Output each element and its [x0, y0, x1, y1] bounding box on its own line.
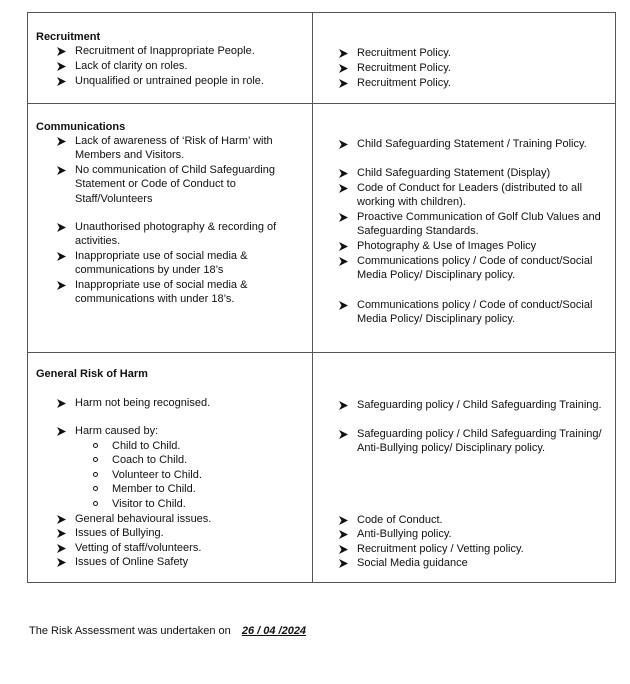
arrowhead-bullet-icon: [339, 76, 348, 88]
assessment-date-line: [29, 624, 312, 638]
list-item: Recruitment policy / Vetting policy.: [339, 542, 609, 556]
assessment-date-value: 26 / 04 /2024: [241, 625, 307, 637]
arrowhead-bullet-icon: [57, 59, 66, 71]
communications-row: [28, 104, 615, 353]
arrowhead-bullet-icon: [57, 220, 66, 232]
list-item: No communication of Child Safeguarding Statement or Code of Conduct to Staff/Volunteers: [57, 163, 302, 206]
arrowhead-bullet-icon: [57, 555, 66, 567]
sub-list-item: Child to Child.: [93, 439, 293, 453]
arrowhead-bullet-icon: [57, 44, 66, 56]
recruitment-risks-cell: [28, 13, 312, 103]
list-item: Inappropriate use of social media & communications by under 18’s: [57, 249, 302, 278]
circle-bullet-icon: [93, 486, 98, 491]
list-item: Photography & Use of Images Policy: [339, 239, 609, 253]
arrowhead-bullet-icon: [339, 513, 348, 525]
arrowhead-bullet-icon: [339, 298, 348, 310]
list-item: Issues of Online Safety: [57, 555, 302, 569]
arrowhead-bullet-icon: [339, 181, 348, 193]
circle-bullet-icon: [93, 472, 98, 477]
arrowhead-bullet-icon: [57, 278, 66, 290]
circle-bullet-icon: [93, 457, 98, 462]
list-item: Safeguarding policy / Child Safeguarding Training/ Anti-Bullying policy/ Disciplinary policy.: [339, 427, 609, 456]
sub-list-item: Coach to Child.: [93, 453, 293, 467]
sub-list-item: Member to Child.: [93, 482, 293, 496]
list-item: Lack of awareness of ‘Risk of Harm’ with Members and Visitors.: [57, 134, 302, 163]
list-item: Recruitment Policy.: [339, 76, 609, 90]
list-item: Recruitment of Inappropriate People.: [57, 44, 307, 58]
arrowhead-bullet-icon: [339, 239, 348, 251]
list-item: Safeguarding policy / Child Safeguarding Training.: [339, 398, 609, 412]
arrowhead-bullet-icon: [339, 166, 348, 178]
arrowhead-bullet-icon: [57, 541, 66, 553]
communications-risks-cell: [28, 104, 312, 352]
list-item: Social Media guidance: [339, 556, 609, 570]
list-item: Child Safeguarding Statement (Display): [339, 166, 609, 180]
arrowhead-bullet-icon: [57, 74, 66, 86]
section-heading: Communications: [36, 121, 126, 133]
sub-list-item: Visitor to Child.: [93, 497, 293, 511]
section-heading: Recruitment: [36, 31, 101, 43]
sub-list-item: Volunteer to Child.: [93, 468, 293, 482]
circle-bullet-icon: [93, 501, 98, 506]
section-heading: General Risk of Harm: [36, 368, 148, 380]
list-item: Code of Conduct.: [339, 513, 609, 527]
general-harm-risks-cell: [28, 353, 312, 582]
arrowhead-bullet-icon: [57, 396, 66, 408]
arrowhead-bullet-icon: [57, 526, 66, 538]
arrowhead-bullet-icon: [339, 427, 348, 439]
list-item: Child Safeguarding Statement / Training Policy.: [339, 137, 609, 151]
arrowhead-bullet-icon: [339, 210, 348, 222]
arrowhead-bullet-icon: [339, 61, 348, 73]
communications-controls-cell: [313, 104, 615, 352]
arrowhead-bullet-icon: [339, 556, 348, 568]
list-item: Unqualified or untrained people in role.: [57, 74, 307, 88]
recruitment-row: [28, 13, 615, 104]
risk-assessment-table: [27, 12, 616, 583]
list-item: Unauthorised photography & recording of activities.: [57, 220, 302, 249]
list-item: Issues of Bullying.: [57, 526, 302, 540]
arrowhead-bullet-icon: [57, 249, 66, 261]
arrowhead-bullet-icon: [339, 527, 348, 539]
list-item: Code of Conduct for Leaders (distributed to all working with children).: [339, 181, 609, 210]
arrowhead-bullet-icon: [339, 254, 348, 266]
list-item: Anti-Bullying policy.: [339, 527, 609, 541]
arrowhead-bullet-icon: [57, 424, 66, 436]
list-item: Proactive Communication of Golf Club Values and Safeguarding Standards.: [339, 210, 609, 239]
list-item: Recruitment Policy.: [339, 46, 609, 60]
arrowhead-bullet-icon: [57, 134, 66, 146]
arrowhead-bullet-icon: [339, 398, 348, 410]
list-item: Harm caused by:: [57, 424, 302, 438]
arrowhead-bullet-icon: [339, 137, 348, 149]
arrowhead-bullet-icon: [339, 46, 348, 58]
general-harm-row: [28, 353, 615, 582]
list-item: Inappropriate use of social media & communications with under 18’s.: [57, 278, 302, 307]
list-item: Lack of clarity on roles.: [57, 59, 307, 73]
assessment-date-label: The Risk Assessment was undertaken on: [29, 625, 231, 637]
recruitment-controls-cell: [313, 13, 615, 103]
arrowhead-bullet-icon: [339, 542, 348, 554]
list-item: Recruitment Policy.: [339, 61, 609, 75]
list-item: Harm not being recognised.: [57, 396, 302, 410]
circle-bullet-icon: [93, 443, 98, 448]
arrowhead-bullet-icon: [57, 512, 66, 524]
general-harm-controls-cell: [313, 353, 615, 582]
list-item: Vetting of staff/volunteers.: [57, 541, 302, 555]
list-item: Communications policy / Code of conduct/Social Media Policy/ Disciplinary policy.: [339, 254, 609, 283]
list-item: General behavioural issues.: [57, 512, 302, 526]
list-item: Communications policy / Code of conduct/Social Media Policy/ Disciplinary policy.: [339, 298, 609, 327]
arrowhead-bullet-icon: [57, 163, 66, 175]
